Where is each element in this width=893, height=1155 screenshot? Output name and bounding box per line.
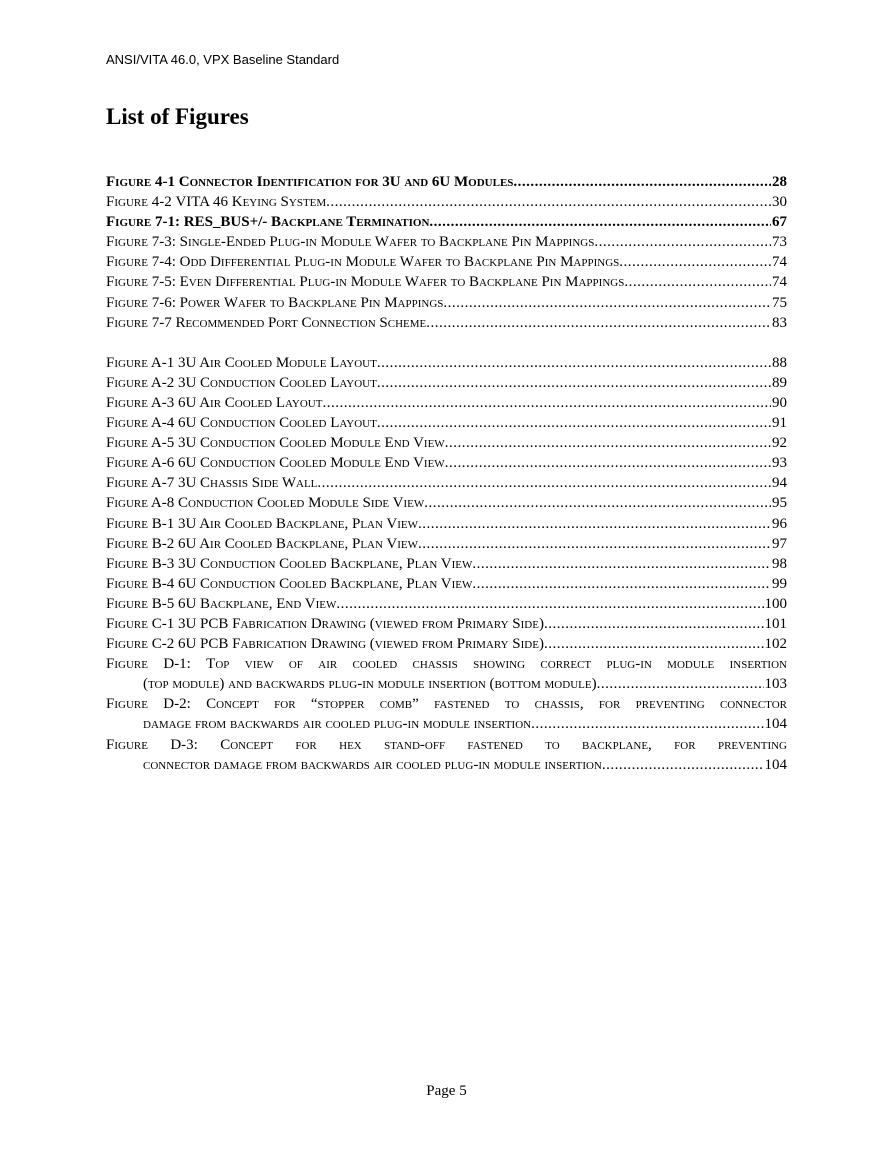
figure-number: A-3 — [147, 394, 178, 411]
figure-caption: Conduction Cooled Module Side View — [177, 495, 425, 512]
figure-number: B-4 — [147, 575, 178, 592]
figure-number: A-7 — [147, 475, 178, 492]
figure-entry[interactable] — [106, 252, 787, 272]
figure-caption: Concept for hex stand-off fastened to backplane, for preventing — [220, 736, 787, 753]
page-number: 102 — [764, 636, 787, 653]
figure-caption: Concept for “stopper comb” fastened to chassis, for preventing connector — [206, 696, 787, 713]
figure-prefix: Figure — [106, 656, 148, 673]
page-number: 92 — [772, 435, 787, 452]
figure-caption: 6U Backplane, End View — [177, 595, 337, 612]
page-number: 90 — [772, 394, 787, 411]
figure-caption: 3U Conduction Cooled Backplane, Plan View — [177, 555, 473, 572]
figure-entry[interactable] — [106, 172, 787, 192]
page-footer: Page 5 — [426, 1083, 467, 1099]
figure-caption-continued: damage from backwards air cooled plug-in module insertion — [143, 716, 532, 733]
dot-leader — [544, 634, 764, 654]
dot-leader — [472, 574, 771, 594]
running-header: ANSI/VITA 46.0, VPX Baseline Standard — [106, 52, 340, 67]
figure-prefix: Figure — [106, 294, 148, 311]
page-number: 101 — [764, 615, 787, 632]
figure-caption: 3U PCB Fabrication Drawing (viewed from Primary Side) — [177, 615, 544, 632]
dot-leader — [544, 614, 764, 634]
figure-entry[interactable] — [106, 694, 787, 734]
figure-number: 7-5: — [147, 274, 180, 291]
page-number: 104 — [764, 716, 787, 733]
figure-prefix: Figure — [106, 415, 148, 432]
figure-entry[interactable] — [106, 594, 787, 614]
figure-prefix: Figure — [106, 394, 148, 411]
dot-leader — [377, 353, 771, 373]
figure-caption: 3U Air Cooled Backplane, Plan View — [177, 515, 419, 532]
figure-caption-continued: (top module) and backwards plug-in module insertion (bottom module) — [143, 676, 597, 693]
figure-number: C-2 — [147, 636, 178, 653]
figure-number: A-2 — [147, 374, 178, 391]
figure-number: D-2: — [147, 696, 207, 713]
figure-caption: VITA 46 Keying System — [175, 194, 327, 211]
figure-entry[interactable] — [106, 735, 787, 775]
figure-number: B-5 — [147, 595, 178, 612]
page-number: 28 — [772, 174, 787, 190]
figure-caption: 6U Conduction Cooled Layout — [177, 415, 377, 432]
dot-leader — [597, 674, 764, 694]
figure-number: 7-4: — [147, 254, 180, 271]
figure-number: A-5 — [147, 435, 178, 452]
figure-number: 7-3: — [147, 234, 180, 251]
figure-caption: Connector Identification for 3U and 6U Modules — [178, 174, 514, 190]
figure-number: 7-6: — [147, 294, 180, 311]
dot-leader — [426, 313, 771, 333]
dot-leader — [326, 192, 771, 212]
figure-caption-continued: connector damage from backwards air cooled plug-in module insertion — [143, 756, 602, 773]
figure-entry[interactable] — [106, 634, 787, 654]
figure-number: D-1: — [147, 656, 207, 673]
dot-leader — [418, 514, 771, 534]
figure-group-main — [106, 172, 787, 333]
page-number: 91 — [772, 415, 787, 432]
figure-entry[interactable] — [106, 473, 787, 493]
figure-entry[interactable] — [106, 313, 787, 333]
figure-prefix: Figure — [106, 636, 148, 653]
page-number: 97 — [772, 535, 787, 552]
figure-number: A-6 — [147, 455, 178, 472]
figure-prefix: Figure — [106, 274, 148, 291]
page-number: 75 — [772, 294, 787, 311]
figure-number: A-8 — [147, 495, 178, 512]
page-number: 99 — [772, 575, 787, 592]
dot-leader — [445, 433, 771, 453]
figure-number: 7-7 — [147, 314, 176, 331]
page-number: 30 — [772, 194, 787, 211]
page-number: 83 — [772, 314, 787, 331]
figure-entry[interactable] — [106, 614, 787, 634]
figure-prefix: Figure — [106, 194, 148, 211]
figure-caption: 3U Air Cooled Module Layout — [177, 354, 377, 371]
figure-caption: 6U Air Cooled Layout — [177, 394, 323, 411]
dot-leader — [594, 232, 771, 252]
figure-caption: 3U Conduction Cooled Layout — [177, 374, 377, 391]
figure-caption: 3U Chassis Side Wall — [177, 475, 318, 492]
list-of-figures — [106, 172, 787, 795]
figure-number: B-2 — [147, 535, 178, 552]
figure-prefix: Figure — [106, 254, 148, 271]
page-number: 67 — [772, 214, 787, 231]
figure-caption: 6U PCB Fabrication Drawing (viewed from Primary Side) — [177, 636, 544, 653]
figure-number: B-1 — [147, 515, 178, 532]
dot-leader — [322, 393, 771, 413]
figure-caption: Even Differential Plug-in Module Wafer to Backplane Pin Mappings — [179, 274, 625, 291]
dot-leader — [531, 714, 763, 734]
figure-caption: 3U Conduction Cooled Module End View — [177, 435, 445, 452]
page-number: 104 — [764, 756, 787, 773]
figure-entry[interactable] — [106, 353, 787, 373]
figure-entry[interactable] — [106, 272, 787, 292]
page-title: List of Figures — [106, 104, 249, 129]
page-number: 95 — [772, 495, 787, 512]
figure-prefix: Figure — [106, 495, 148, 512]
figure-prefix: Figure — [106, 314, 148, 331]
figure-entry[interactable] — [106, 433, 787, 453]
dot-leader — [619, 252, 771, 272]
page-number: 98 — [772, 555, 787, 572]
figure-prefix: Figure — [106, 575, 148, 592]
figure-prefix: Figure — [106, 234, 148, 251]
dot-leader — [513, 172, 771, 192]
dot-leader — [429, 212, 771, 232]
figure-prefix: Figure — [106, 535, 148, 552]
figure-prefix: Figure — [106, 174, 152, 190]
figure-number: 4-1 — [151, 174, 179, 190]
page-number: 93 — [772, 455, 787, 472]
figure-prefix: Figure — [106, 736, 148, 753]
figure-caption: RES_BUS+/- Backplane Termination — [183, 214, 430, 231]
figure-caption: 6U Conduction Cooled Module End View — [177, 455, 445, 472]
dot-leader — [624, 272, 771, 292]
dot-leader — [424, 493, 771, 513]
figure-entry[interactable] — [106, 654, 787, 694]
figure-prefix: Figure — [106, 455, 148, 472]
figure-number: D-3: — [147, 736, 221, 753]
figure-prefix: Figure — [106, 214, 152, 231]
page-number: 96 — [772, 515, 787, 532]
figure-caption: Recommended Port Connection Scheme — [175, 314, 427, 331]
figure-caption: Single-Ended Plug-in Module Wafer to Backplane Pin Mappings — [179, 234, 595, 251]
figure-entry[interactable] — [106, 514, 787, 534]
figure-prefix: Figure — [106, 354, 148, 371]
figure-prefix: Figure — [106, 555, 148, 572]
dot-leader — [317, 473, 771, 493]
dot-leader — [443, 293, 771, 313]
figure-entry[interactable] — [106, 192, 787, 212]
figure-entry[interactable] — [106, 393, 787, 413]
dot-leader — [377, 373, 771, 393]
figure-entry[interactable] — [106, 453, 787, 473]
figure-number: 4-2 — [147, 194, 176, 211]
figure-entry[interactable] — [106, 574, 787, 594]
figure-prefix: Figure — [106, 435, 148, 452]
figure-prefix: Figure — [106, 515, 148, 532]
figure-prefix: Figure — [106, 696, 148, 713]
figure-caption: 6U Air Cooled Backplane, Plan View — [177, 535, 419, 552]
dot-leader — [445, 453, 771, 473]
figure-entry[interactable] — [106, 493, 787, 513]
page-number: 74 — [772, 274, 787, 291]
page-number: 74 — [772, 254, 787, 271]
figure-entry[interactable] — [106, 373, 787, 393]
dot-leader — [377, 413, 771, 433]
dot-leader — [336, 594, 763, 614]
figure-entry[interactable] — [106, 293, 787, 313]
figure-number: A-1 — [147, 354, 178, 371]
figure-caption: Power Wafer to Backplane Pin Mappings — [179, 294, 444, 311]
page-number: 94 — [772, 475, 787, 492]
page-number: 89 — [772, 374, 787, 391]
dot-leader — [602, 755, 764, 775]
figure-prefix: Figure — [106, 615, 148, 632]
figure-prefix: Figure — [106, 475, 148, 492]
figure-prefix: Figure — [106, 374, 148, 391]
page-number: 100 — [764, 595, 787, 612]
figure-entry[interactable] — [106, 534, 787, 554]
figure-entry[interactable] — [106, 413, 787, 433]
page-number: 73 — [772, 234, 787, 251]
figure-prefix: Figure — [106, 595, 148, 612]
figure-number: B-3 — [147, 555, 178, 572]
figure-number: 7-1: — [151, 214, 184, 231]
page-number: 103 — [764, 676, 787, 693]
figure-caption: 6U Conduction Cooled Backplane, Plan View — [177, 575, 473, 592]
figure-group-appendix — [106, 353, 787, 775]
figure-number: A-4 — [147, 415, 178, 432]
figure-number: C-1 — [147, 615, 178, 632]
figure-caption: Top view of air cooled chassis showing correct plug-in module insertion — [206, 656, 787, 673]
page-number: 88 — [772, 354, 787, 371]
figure-entry[interactable] — [106, 212, 787, 232]
dot-leader — [472, 554, 771, 574]
dot-leader — [418, 534, 771, 554]
figure-caption: Odd Differential Plug-in Module Wafer to Backplane Pin Mappings — [179, 254, 620, 271]
figure-entry[interactable] — [106, 232, 787, 252]
figure-entry[interactable] — [106, 554, 787, 574]
